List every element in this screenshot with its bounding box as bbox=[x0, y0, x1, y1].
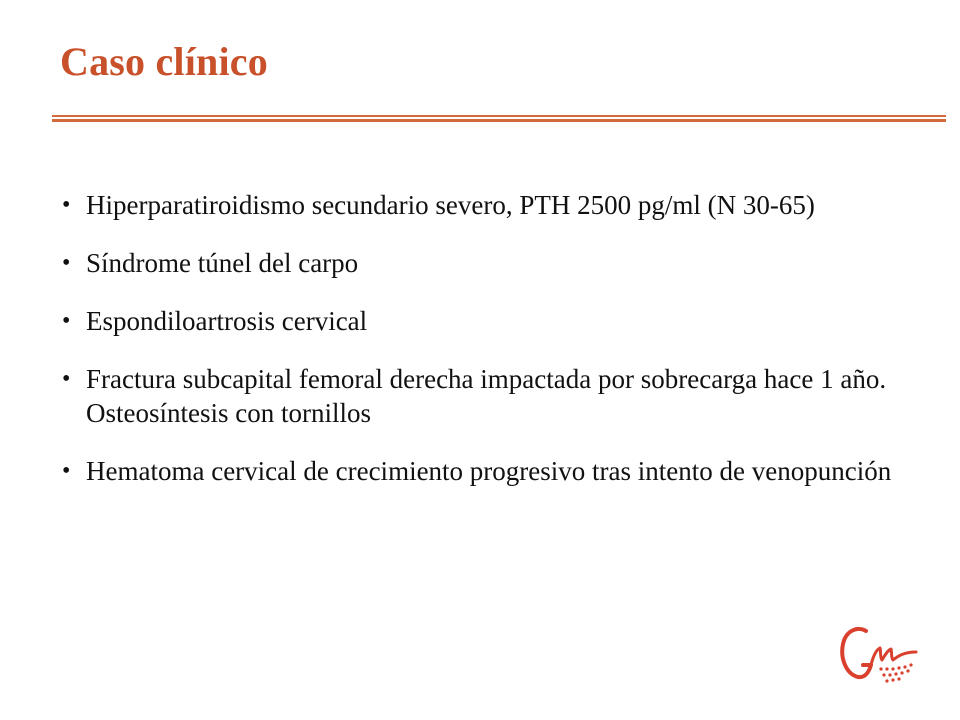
bullet-dot-icon: • bbox=[62, 308, 71, 334]
bullet-list bbox=[62, 188, 922, 512]
bullet-item bbox=[62, 246, 922, 280]
title-divider bbox=[52, 115, 946, 123]
bullet-dot-icon: • bbox=[62, 458, 71, 484]
bullet-dot-icon: • bbox=[62, 366, 71, 392]
bullet-dot-icon: • bbox=[62, 250, 71, 276]
bullet-text: Espondiloartrosis cervical bbox=[86, 306, 368, 336]
bullet-text: Fractura subcapital femoral derecha impactada por sobrecarga hace 1 año. Osteosíntesis con tornillos bbox=[86, 364, 887, 428]
bullet-item bbox=[62, 362, 922, 430]
bullet-item bbox=[62, 188, 922, 222]
bullet-text: Hiperparatiroidismo secundario severo, PTH 2500 pg/ml (N 30-65) bbox=[86, 190, 815, 220]
bullet-item bbox=[62, 454, 922, 488]
bullet-text: Hematoma cervical de crecimiento progresivo tras intento de venopunción bbox=[86, 456, 892, 486]
gm-logo-icon bbox=[838, 622, 924, 686]
bullet-dot-icon: • bbox=[62, 192, 71, 218]
bullet-text: Síndrome túnel del carpo bbox=[86, 248, 359, 278]
slide-title: Caso clínico bbox=[60, 39, 268, 84]
bullet-item bbox=[62, 304, 922, 338]
